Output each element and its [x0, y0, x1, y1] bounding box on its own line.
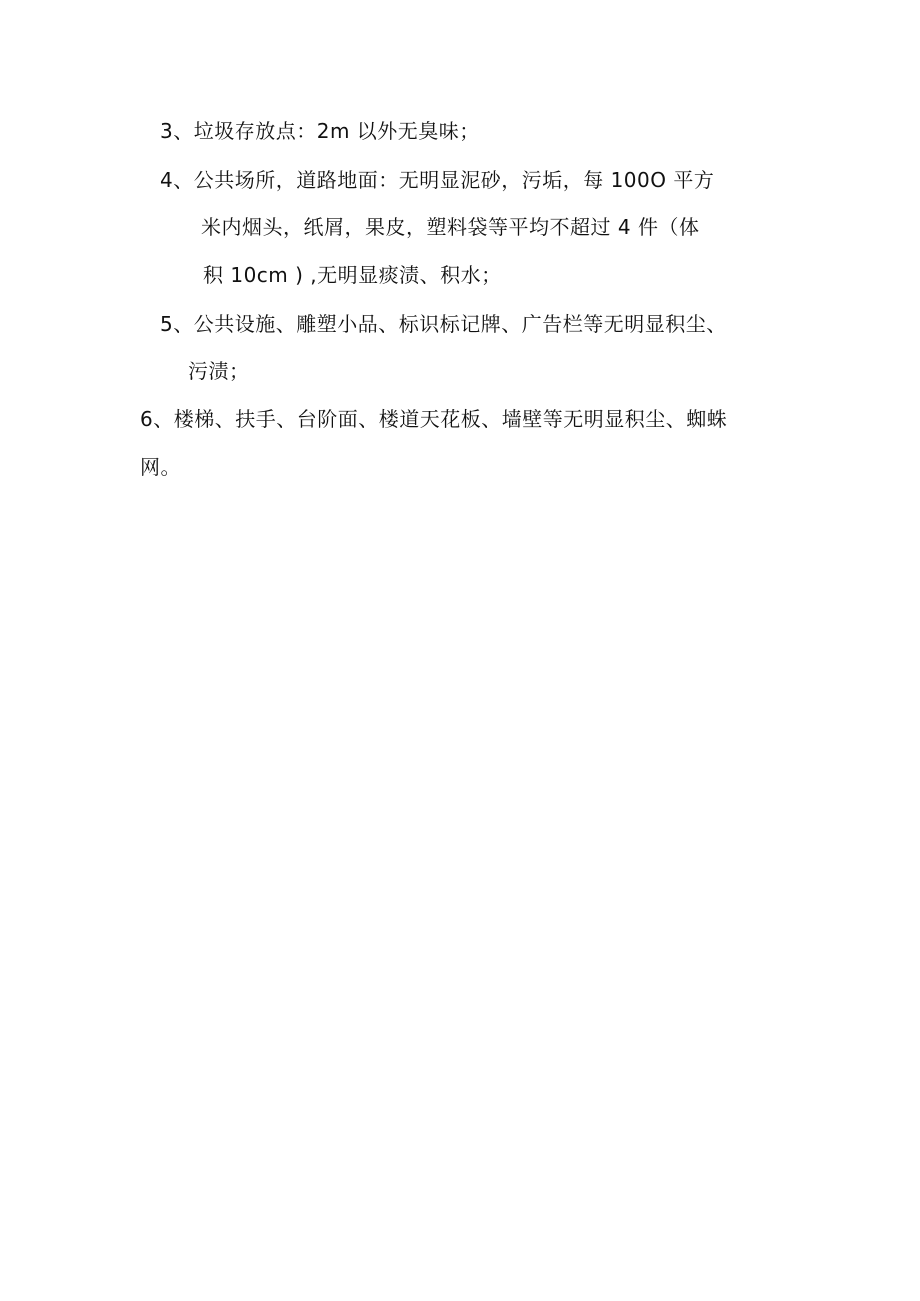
- item-6-line-2: 网。: [140, 455, 181, 479]
- item-4-line-1: 4、公共场所，道路地面：无明显泥砂，污垢，每 100O 平方: [160, 168, 715, 192]
- item-6-line-1: 6、楼梯、扶手、台阶面、楼道天花板、墙壁等无明显积尘、蜘蛛: [140, 407, 728, 431]
- item-3-line-1: 3、垃圾存放点：2m 以外无臭味；: [160, 119, 480, 143]
- item-4-line-3: 积 10cm ) ,无明显痰渍、积水；: [203, 263, 502, 287]
- item-5-line-2: 污渍；: [188, 359, 250, 383]
- item-4-line-2: 米内烟头，纸屑，果皮，塑料袋等平均不超过 4 件（体: [201, 215, 700, 239]
- item-5-line-1: 5、公共设施、雕塑小品、标识标记牌、广告栏等无明显积尘、: [160, 312, 727, 336]
